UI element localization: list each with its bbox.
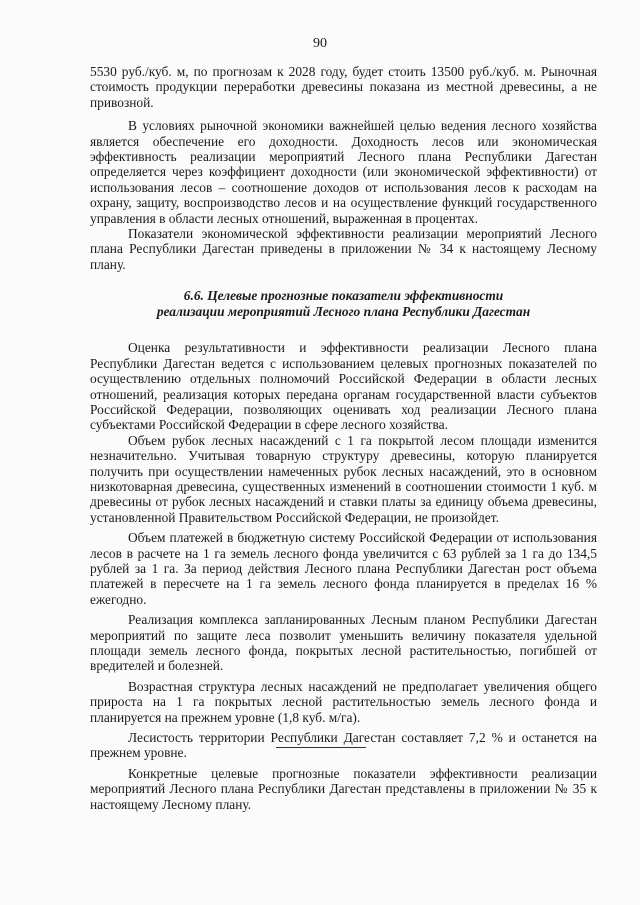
section-heading-line1: 6.6. Целевые прогнозные показатели эффективности: [183, 288, 504, 304]
paragraph-payments: Объем платежей в бюджетную систему Российской Федерации от использования лесов в расчете на 1 га земель лесного фонда увеличится с 63 рублей за 1 га до 134,5 рублей за 1 га. За период действия Лесного плана Республики Дагестан рост объема платежей в пересчете на 1 га земель лесного фонда планируется в пределах 16 % ежегодно.: [90, 530, 597, 607]
paragraph-efficiency-reference: Показатели экономической эффективности реализации мероприятий Лесного плана Республики Дагестан приведены в приложении № 34 к настоящему Лесному плану.: [90, 226, 597, 272]
paragraph-assessment: Оценка результативности и эффективности реализации Лесного плана Республики Дагестан ведется с использованием целевых прогнозных показателей по осуществлению отдельных полномочий Российской Федерации в области лесных отношений, реализация которых передана органам государственной власти субъектов Российской Федерации, позволяющих оценивать ход реализации Лесного плана субъектами Российской Федерации в сфере лесного хозяйства.: [90, 340, 597, 433]
paragraph-forest-cover: Лесистость территории Республики Дагестан составляет 7,2 % и останется на прежнем уровне.: [90, 730, 597, 761]
paragraph-continuation: 5530 руб./куб. м, по прогнозам к 2028 году, будет стоить 13500 руб./куб. м. Рыночная стоимость продукции переработки древесины показана из местной древесины, а не привозной.: [90, 64, 597, 110]
paragraph-age-structure: Возрастная структура лесных насаждений не предполагает увеличения общего прироста на 1 га покрытых лесной растительностью земель лесного фонда и планируется на прежнем уровне (1,8 куб. м/га).: [90, 678, 597, 725]
section-heading: [90, 288, 597, 320]
document-body: [90, 64, 597, 812]
paragraph-profitability: В условиях рыночной экономики важнейшей целью ведения лесного хозяйства является обеспечение его доходности. Доходность лесов или экономическая эффективность реализации мероприятий Лесного плана Республики Дагестан определяется через коэффициент доходности (или экономической эффективности) от использования лесов – соотношение доходов от использования лесов к расходам на охрану, защиту, воспроизводство лесов и на осуществление функций государственного управления в области лесных отношений, выраженная в процентах.: [90, 118, 597, 226]
closing-divider: [276, 747, 366, 748]
paragraph-target-indicators: Конкретные целевые прогнозные показатели эффективности реализации мероприятий Лесного плана Республики Дагестан представлены в приложении № 35 к настоящему Лесному плану.: [90, 765, 597, 812]
paragraph-forest-protection: Реализация комплекса запланированных Лесным планом Республики Дагестан мероприятий по защите леса позволит уменьшить величину показателя удельной площади земель лесного фонда, покрытых лесной растительностью, погибшей от вредителей и болезней.: [90, 612, 597, 674]
page-number: 90: [313, 36, 327, 51]
paragraph-logging-volume: Объем рубок лесных насаждений с 1 га покрытой лесом площади изменится незначительно. Учитывая товарную структуру древесины, которую планируется получить при осуществлении намеченных рубок лесных насаждений, это в основном низкотоварная древесина, существенных изменений в соотношении стоимости 1 куб. м древесины от рубок лесных насаждений и ставки платы за единицу объема древесины, установленной Правительством Российской Федерации, не произойдет.: [90, 432, 597, 525]
section-heading-line2: реализации мероприятий Лесного плана Республики Дагестан: [156, 304, 531, 320]
